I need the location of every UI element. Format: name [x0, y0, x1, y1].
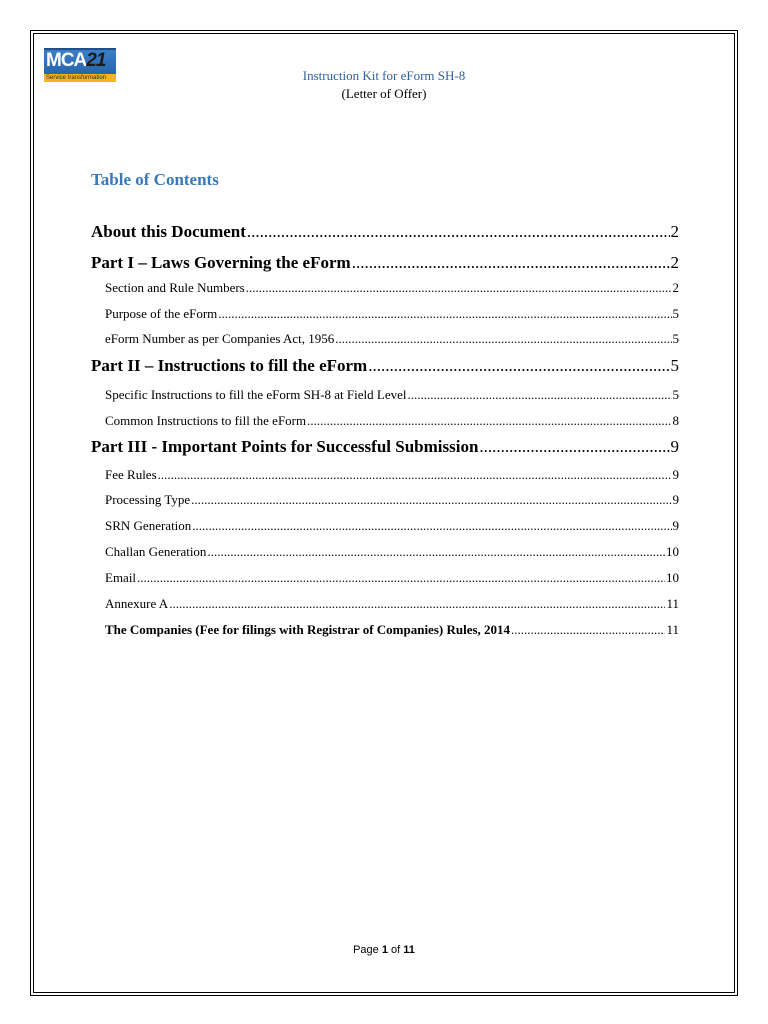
- toc-entry-part-2[interactable]: [91, 356, 679, 376]
- toc-entry-part-1[interactable]: [91, 253, 679, 273]
- logo-tagline: Service transformation: [44, 74, 116, 82]
- toc-entry-srn-generation[interactable]: [105, 518, 679, 534]
- toc-entry-page: 9: [672, 518, 679, 533]
- toc-entry-page: 2: [672, 280, 679, 295]
- toc-entry-label: Part II – Instructions to fill the eForm: [91, 356, 368, 375]
- toc-entry-page: 2: [670, 253, 679, 272]
- toc-entry-page: 11: [666, 622, 679, 637]
- toc-entry-page: 9: [670, 437, 679, 456]
- toc-leader-dots: [207, 544, 665, 560]
- toc-leader-dots: [137, 570, 665, 586]
- toc-heading: Table of Contents: [91, 170, 219, 189]
- toc-leader-dots: [511, 622, 665, 638]
- toc-entry-page: 10: [666, 544, 679, 559]
- toc-entry-processing-type[interactable]: [105, 492, 679, 508]
- toc-leader-dots: [218, 306, 671, 322]
- toc-entry-page: 5: [672, 387, 679, 402]
- toc-entry-page: 11: [666, 596, 679, 611]
- toc-entry-label: Challan Generation: [105, 544, 207, 559]
- toc-leader-dots: [247, 222, 670, 242]
- toc-entry-label: Purpose of the eForm: [105, 306, 218, 321]
- toc-leader-dots: [335, 331, 671, 347]
- toc-entry-fee-rules-2014[interactable]: [105, 622, 679, 638]
- toc-entry-label: Email: [105, 570, 137, 585]
- toc-entry-label: Specific Instructions to fill the eForm SH-8 at Field Level: [105, 387, 407, 402]
- toc-leader-dots: [158, 467, 672, 483]
- toc-entry-fee-rules[interactable]: [105, 467, 679, 483]
- toc-entry-label: Fee Rules: [105, 467, 157, 482]
- toc-entry-label: Section and Rule Numbers: [105, 280, 245, 295]
- toc-entry-label: eForm Number as per Companies Act, 1956: [105, 331, 335, 346]
- toc-entry-page: 9: [672, 492, 679, 507]
- toc-leader-dots: [169, 596, 665, 612]
- toc-entry-label: Part I – Laws Governing the eForm: [91, 253, 351, 272]
- toc-entry-about[interactable]: [91, 222, 679, 242]
- toc-entry-email[interactable]: [105, 570, 679, 586]
- toc-entry-eform-number[interactable]: [105, 331, 679, 347]
- toc-entry-section-rule-numbers[interactable]: [105, 280, 679, 296]
- toc-entry-page: 8: [672, 413, 679, 428]
- toc-entry-page: 9: [672, 467, 679, 482]
- toc-entry-page: 5: [672, 331, 679, 346]
- toc-entry-annexure-a[interactable]: [105, 596, 679, 612]
- toc-leader-dots: [246, 280, 672, 296]
- toc-entry-specific-instructions[interactable]: [105, 387, 679, 403]
- document-title: Instruction Kit for eForm SH-8: [302, 68, 466, 83]
- toc-entry-label: SRN Generation: [105, 518, 192, 533]
- toc-entry-page: 5: [670, 356, 679, 375]
- toc-entry-common-instructions[interactable]: [105, 413, 679, 429]
- toc-leader-dots: [352, 253, 670, 273]
- toc-leader-dots: [479, 437, 669, 457]
- toc-entry-label: Common Instructions to fill the eForm: [105, 413, 307, 428]
- toc-entry-page: 10: [666, 570, 679, 585]
- toc-entry-page: 2: [670, 222, 679, 241]
- toc-entry-label: About this Document: [91, 222, 246, 241]
- toc-entry-label: Annexure A: [105, 596, 169, 611]
- toc-leader-dots: [192, 518, 671, 534]
- document-subtitle: (Letter of Offer): [341, 86, 427, 101]
- toc-leader-dots: [407, 387, 671, 403]
- toc-entry-challan-generation[interactable]: [105, 544, 679, 560]
- toc-entry-label: Processing Type: [105, 492, 191, 507]
- toc-entry-purpose[interactable]: [105, 306, 679, 322]
- toc-entry-page: 5: [672, 306, 679, 321]
- toc-leader-dots: [191, 492, 671, 508]
- toc-leader-dots: [368, 356, 669, 376]
- toc-entry-label: Part III - Important Points for Successful Submission: [91, 437, 479, 456]
- toc-entry-part-3[interactable]: [91, 437, 679, 457]
- toc-entry-label: The Companies (Fee for filings with Registrar of Companies) Rules, 2014: [105, 622, 511, 637]
- toc-leader-dots: [307, 413, 671, 429]
- page-number-footer: Page 1 of 11: [353, 944, 415, 956]
- logo-text: MCA21: [46, 50, 106, 71]
